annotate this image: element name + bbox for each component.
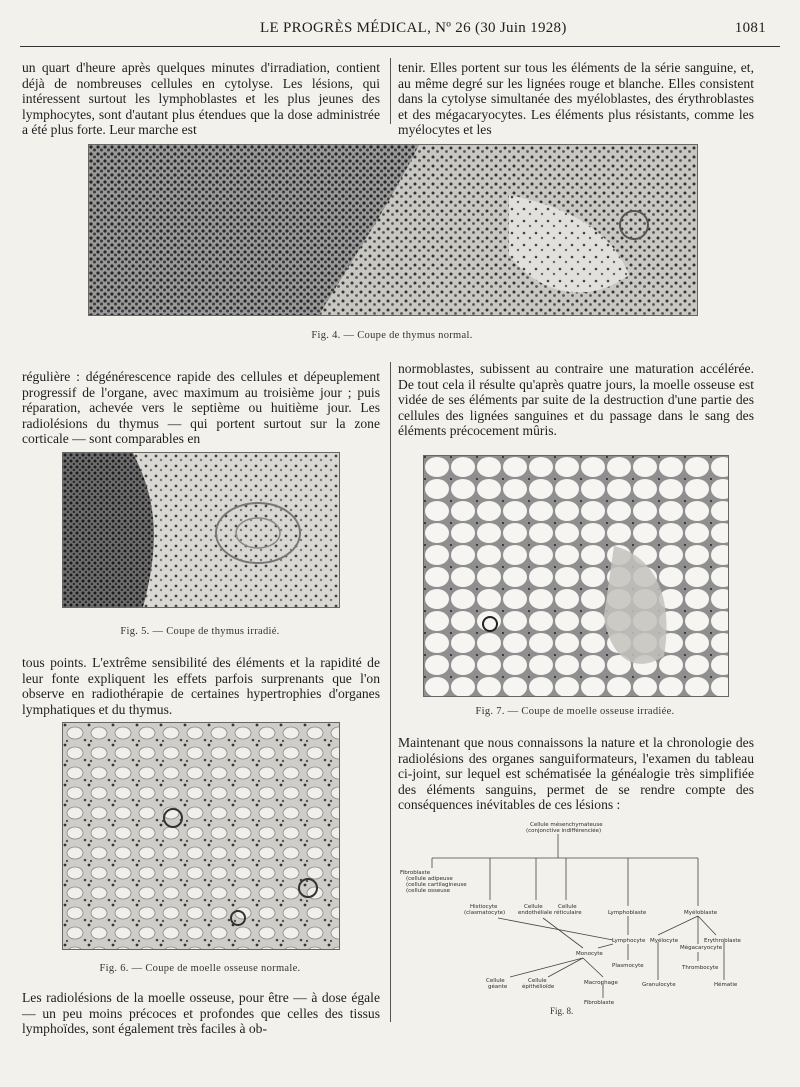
fig5-micrograph — [62, 452, 340, 608]
node-monocyte: Monocyte — [576, 951, 603, 957]
paragraph-left-lower: tous points. L'extrême sensibilité des éléments et la rapidité de leur fonte expliquent les effets parfois surprenants que l'on observe en radiothérapie de certaines hypertrophies d'organes lymphatiques et du thymus. — [22, 655, 380, 717]
fig7-micrograph — [423, 455, 729, 697]
node-plasmocyte: Plasmocyte — [612, 963, 644, 969]
paragraph-right-mid: normoblastes, subissent au contraire une maturation accélérée. De tout cela il résulte qu'après quatre jours, la moelle osseuse est vidée de ses éléments par suite de la destruction d'une partie des cellules des lignées sanguines et du passage dans le sang des éléments précocement mûris. — [398, 361, 754, 439]
header-rule — [20, 46, 780, 47]
fig4-micrograph — [88, 144, 698, 316]
column-rule-main — [390, 362, 391, 1022]
node-fibroblaste: Fibroblaste — [400, 870, 431, 876]
node-lymphocyte: Lymphocyte — [612, 938, 646, 944]
node-giant-sub: géante — [488, 984, 508, 990]
node-erythroblaste: Erythroblaste — [704, 938, 741, 944]
node-root: Cellule mésenchymateuse — [530, 822, 603, 828]
node-myeloblaste: Myéloblaste — [684, 910, 718, 916]
node-granulocyte: Granulocyte — [642, 982, 676, 988]
paragraph-left-mid: régulière : dégénérescence rapide des cellules et dépeuplement progressif de l'organe, avec maximum au troisième jour ; puis réparation, achevée vers le septième ou huitième jour. Les radiolésions du thymus — qui portent surtout sur la zone corticale — sont comparables en — [22, 369, 380, 447]
node-histiocyte-sub: (clasmatocyte) — [464, 910, 506, 916]
paragraph-right-top: tenir. Elles portent sur tous les éléments de la série sanguine, et, au même degré sur les lignées rouge et blanche. Elles consistent dans la cytolyse simultanée des myéloblastes, des érythroblastes et des mégacaryocytes. Les éléments plus résistants, comme les myélocytes et les — [398, 60, 754, 138]
node-histiocyte: Histiocyte — [470, 904, 498, 910]
node-epithelioid-sub: épithélioïde — [522, 984, 555, 990]
node-lymphoblaste: Lymphoblaste — [608, 910, 647, 916]
node-root-sub: (conjonctive indifférenciée) — [526, 828, 602, 834]
node-reticular: Cellule — [558, 904, 577, 910]
node-endothelial: Cellule — [524, 904, 543, 910]
fig8-genealogy-diagram — [398, 818, 758, 1016]
node-fibro-cartilage: (cellule cartilagineuse — [406, 882, 467, 888]
column-rule-top — [390, 58, 391, 124]
page-number: 1081 — [734, 20, 766, 36]
node-endothelial-sub: endothéliale — [518, 910, 553, 916]
fig6-micrograph — [62, 722, 340, 950]
fig6-caption: Fig. 6. — Coupe de moelle osseuse normale. — [99, 963, 301, 974]
node-fibroblaste-final: Fibroblaste — [584, 1000, 615, 1006]
node-hematie: Hématie — [714, 982, 738, 988]
running-header — [20, 20, 780, 44]
paragraph-left-top: un quart d'heure après quelques minutes d'irradiation, contient déjà de nombreuses cellules en cytolyse. Les lésions, qui intéressent surtout les lymphoblastes et les plus jeunes des lymphocytes, sont d'autant plus étendues que la dose administrée a été plus forte. Leur marche est — [22, 60, 380, 138]
node-epithelioid: Cellule — [528, 978, 547, 984]
node-reticular-sub: réticulaire — [554, 910, 582, 916]
fig8-caption: Fig. 8. — [550, 1006, 574, 1016]
fig7-caption: Fig. 7. — Coupe de moelle osseuse irradiée. — [475, 706, 675, 717]
node-megacaryocyte: Mégacaryocyte — [680, 945, 723, 951]
node-thrombocyte: Thrombocyte — [682, 965, 719, 971]
node-fibro-osseuse: (cellule osseuse — [406, 888, 450, 894]
node-giant: Cellule — [486, 978, 505, 984]
paragraph-left-bottom: Les radiolésions de la moelle osseuse, pour être — à dose égale — un peu moins précoces et profondes que celles des tissus lymphoïdes, sont également très faciles à ob- — [22, 990, 380, 1037]
fig5-caption: Fig. 5. — Coupe de thymus irradié. — [120, 626, 280, 637]
node-macrophage: Macrophage — [584, 980, 618, 986]
paragraph-right-lower: Maintenant que nous connaissons la nature et la chronologie des radiolésions des organes sanguiformateurs, l'examen du tableau ci-joint, sur lequel est schématisée la généalogie très simplifiée des éléments sanguins, permet de se rendre compte des conséquences inévitables de ces lésions : — [398, 735, 754, 813]
node-myelocyte: Myélocyte — [650, 938, 679, 944]
node-fibro-adipeuse: (cellule adipeuse — [406, 876, 453, 882]
journal-title: LE PROGRÈS MÉDICAL, Nº 26 (30 Juin 1928) — [260, 20, 567, 36]
fig4-caption: Fig. 4. — Coupe de thymus normal. — [311, 330, 473, 341]
